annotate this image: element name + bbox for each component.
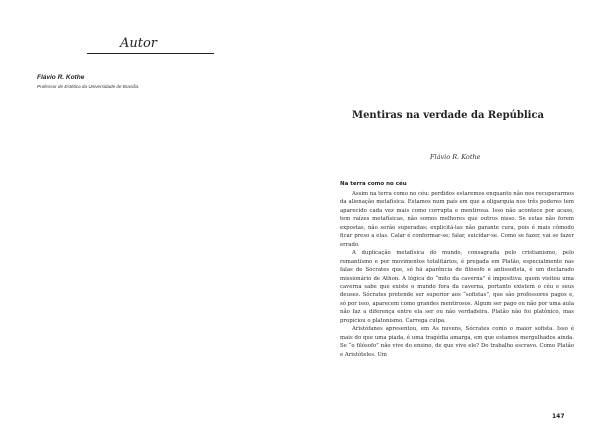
- author-affiliation: Professor de Estética da Universidade de Brasília.: [37, 84, 140, 89]
- section-rule: [87, 53, 214, 54]
- paragraph: Assim na terra como no céu: perdidos estaremos enquanto não nos recuperarmos da alienação metafísica. Estamos num país em que a oligarquia nos três poderes tem aparecido cada vez mais como corrupta e mentirosa. Isso não acontece por acaso, tem raízes metafísicas, não somos melhores que outros nisso. Se estas não forem expostas, não serão superadas; explicitá-las não garante cura, pois é mais cômodo ficar preso a elas. Calar é conformar-se; falar, suicidar-se. Como se fazer, vai se fazer errado.: [340, 191, 574, 248]
- page-number: 147: [552, 413, 565, 420]
- section-heading: Na terra como no céu: [340, 181, 407, 187]
- paragraph: Aristófanes apresentou, em As nuvens, Sócrates como o maior sofista. Isso é mais do que uma piada, é uma tragédia amarga, em que estamos mergulhados ainda. Se “o filósofo” não vive do ensino, de que vive ele? Do trabalho escravo. Como Platão e Aristóteles. Um: [340, 326, 574, 358]
- right-page: [300, 0, 600, 445]
- paragraph: A duplicação metafísica do mundo, consagrada pelo cristianismo, pelo romantismo e por movimentos totalitários, é pregada em Platão, especialmente nas falas de Sócrates que, só há aparência de filósofo e antissofista, é um declarado missionário de Athon. A lógica do “mito da caverna” é impositiva: quem visitou uma caverna sabe que existe o mundo fora da caverna, portanto existem o céu e seus deuses. Sócrates pretende ser superior aos “sofistas”, que são professores pagos e, só por isso, aparecem como grandes mentirosos. Algum ser pago ou não por uma aula não faz a diferença entre ela ser ou não verdadeira. Platão não foi platônico, mas propiciou o platonismo. Carrega culpa.: [340, 250, 575, 324]
- author-name: Flávio R. Kothe: [37, 74, 85, 81]
- byline: Flávio R. Kothe: [430, 153, 481, 161]
- section-label: Autor: [120, 36, 158, 51]
- article-title: Mentiras na verdade da República: [352, 110, 545, 121]
- body-text: [340, 190, 574, 359]
